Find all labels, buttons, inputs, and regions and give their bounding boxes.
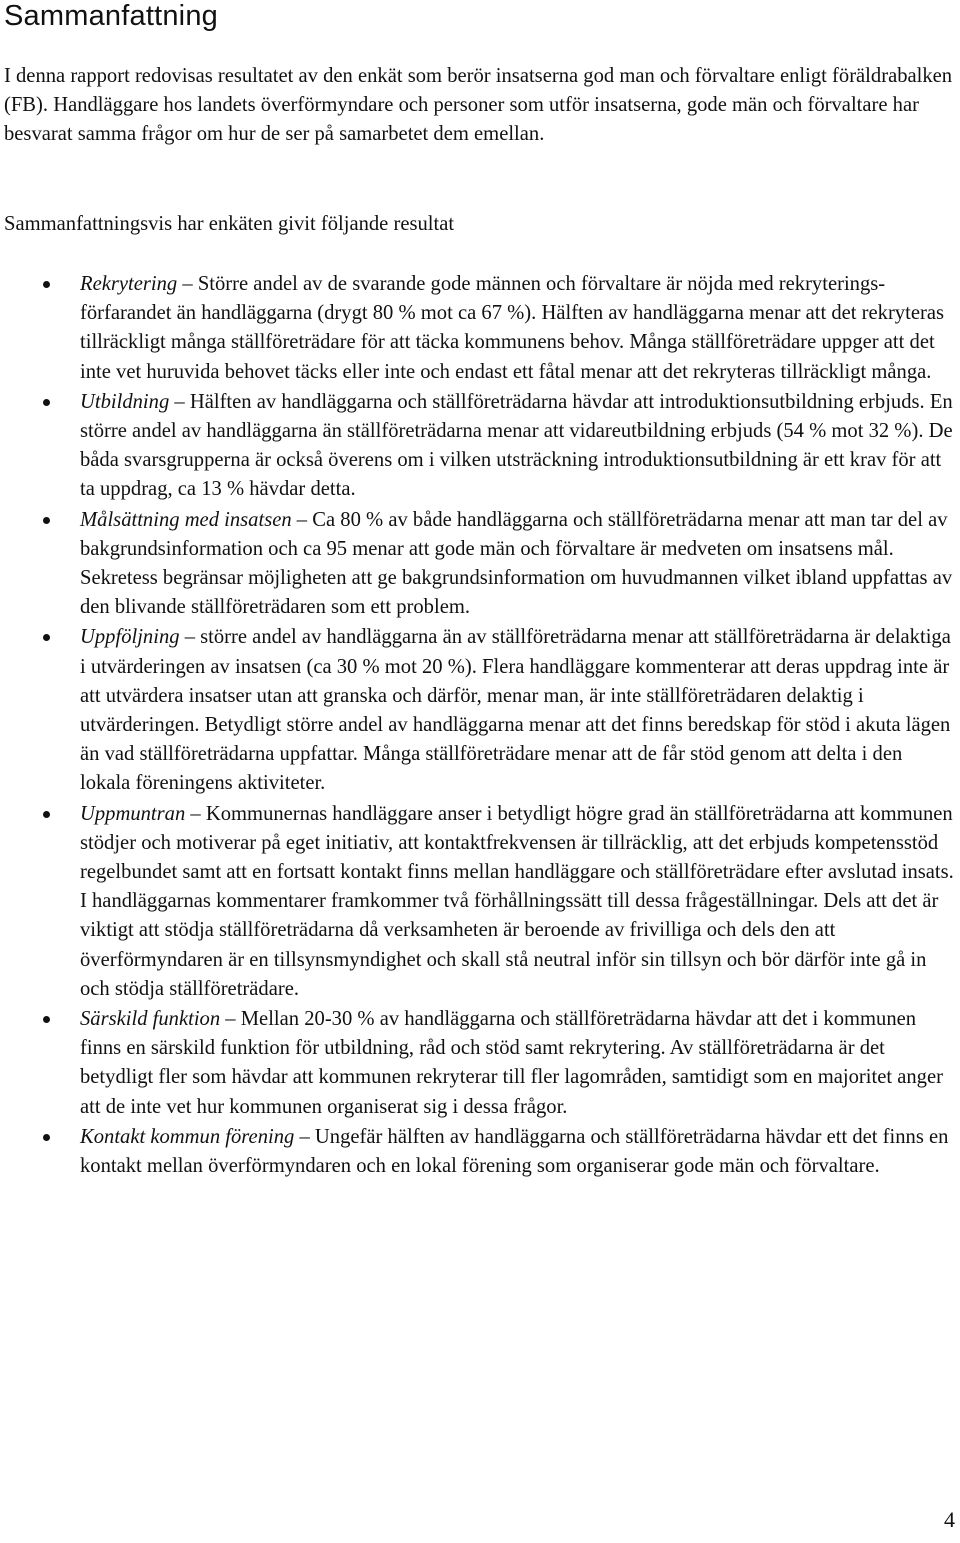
list-item [0,506,960,623]
bullet-icon [43,281,50,288]
result-topic: Målsättning med insatsen [80,508,292,531]
list-item [0,1005,960,1122]
result-text: – Mellan 20-30 % av handläggarna och ställföreträdarna hävdar att det i kommunen finns en särskild funktion för utbildning, råd och stöd samt rekrytering. Av ställföreträdarna är det betydligt fler som hävdar att kommunen rekryterar till fler lagområden, samtidigt som en majoritet anger att de inte vet hur kommunen organiserat sig i dessa frågor. [80,1008,943,1118]
bullet-icon [43,1016,50,1023]
page-number: 4 [944,1507,955,1532]
bullet-icon [43,1134,50,1141]
result-topic: Särskild funktion [80,1008,221,1031]
result-text: – Kommunernas handläggare anser i betydligt högre grad än ställföreträdarna att kommunen stödjer och motiverar på eget initiativ, att kontaktfrekvensen är tillräcklig, att det erbjuds kompetensstöd regelbundet samt att en fortsatt kontakt finns mellan handläggare och ställföreträdare efter avslutad insats. I handläggarnas kommentarer framkommer två förhållningssätt till dessa frågeställningar. Dels att det är viktigt att stödja ställföreträdarna då verksamheten är beroende av frivilliga och dels den att överförmyndaren är en tillsynsmyndighet och skall stå neutral inför sin tillsyn och bör därför inte gå in och stödja ställföreträdare. [80,802,954,1000]
list-item [0,1123,960,1181]
result-text: – Ungefär hälften av handläggarna och ställföreträdarna hävdar ett det finns en kontakt mellan överförmyndaren och en lokal förening som organiserar gode män och förvaltare. [80,1125,949,1178]
result-topic: Uppföljning [80,626,180,649]
summary-lead: Sammanfattningsvis har enkäten givit följande resultat [4,213,455,235]
result-text: – större andel av handläggarna än av ställföreträdarna menar att ställföreträdarna är delaktiga i utvärderingen av insatsen (ca 30 % mot 20 %). Flera handläggare kommenterar att deras uppdrag inte är att utvärdera insatser utan att granska och därför, menar man, är inte ställföreträdaren delaktig i utvärderingen. Betydligt större andel av handläggarna menar att det finns beredskap för stöd i akuta lägen än vad ställföreträdarna uppfattar. Många ställföreträdare menar att de får stöd genom att delta i den lokala föreningens aktiviteter. [80,626,951,795]
intro-paragraph: I denna rapport redovisas resultatet av den enkät som berör insatserna god man och förvaltare enligt föräldrabalken (FB). Handläggare hos landets överförmyndare och personer som utför insatserna, gode män och förvaltare har besvarat samma frågor om hur de ser på samarbetet dem emellan. [4,65,953,146]
bullet-icon [43,634,50,641]
bullet-icon [43,399,50,406]
result-text: – Större andel av de svarande gode männen och förvaltare är nöjda med rekryterings-förfarandet än handläggarna (drygt 80 % mot ca 67 %). Hälften av handläggarna menar att det rekryteras tillräckligt många ställföreträdare för att täcka kommunens behov. Många ställföreträdare uppger att det inte vet huruvida behovet täcks eller inte och endast ett fåtal menar att det rekryteras tillräckligt många. [80,273,944,383]
result-topic: Kontakt kommun förening [80,1125,295,1148]
list-item [0,270,960,387]
result-topic: Utbildning [80,390,170,413]
list-item [0,623,960,798]
page-title: Sammanfattning [4,0,218,32]
result-topic: Uppmuntran [80,802,186,825]
bullet-icon [43,811,50,818]
bullet-icon [43,517,50,524]
list-item [0,388,960,505]
results-list [0,270,960,1182]
result-topic: Rekrytering [80,273,178,295]
result-text: – Hälften av handläggarna och ställföreträdarna hävdar att introduktionsutbildning erbjuds. En större andel av handläggarna än ställföreträdarna menar att vidareutbildning erbjuds (54 % mot 32 %). De båda svarsgrupperna är också överens om i vilken utsträckning introduktionsutbildning är ett krav för att ta uppdrag, ca 13 % hävdar detta. [80,390,953,501]
result-text: – Ca 80 % av både handläggarna och ställföreträdarna menar att man tar del av bakgrundsinformation och ca 95 menar att gode män och förvaltare är medveten om insatsens mål. Sekretess begränsar möjligheten att ge bakgrundsinformation om huvudmannen vilket ibland uppfattas av den blivande ställföreträdaren som ett problem. [80,508,953,619]
list-item [0,800,960,1004]
